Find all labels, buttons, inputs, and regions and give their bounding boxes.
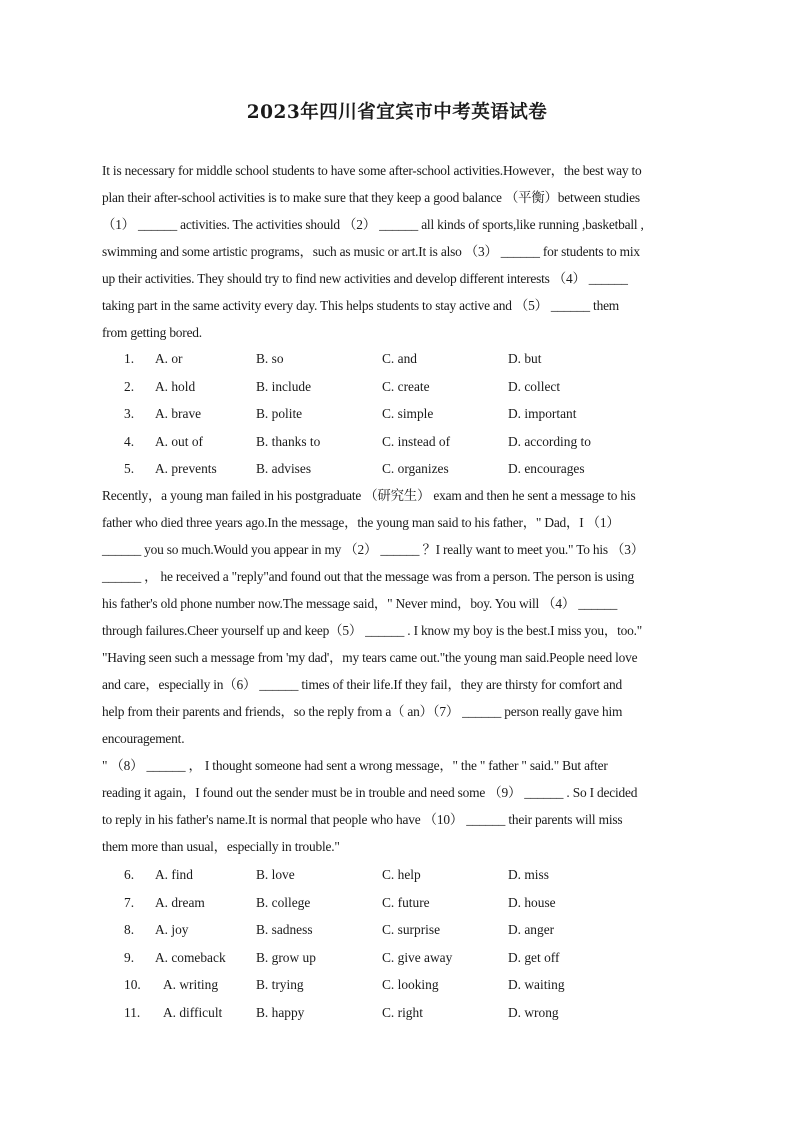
option-b: B. include	[256, 378, 312, 394]
question-number: 7.	[124, 894, 135, 910]
option-b: B. sadness	[256, 922, 313, 937]
question-number: 9.	[124, 949, 135, 965]
passage-line: "Having seen such a message from 'my dad'，my tears came out."the young man said.People need love	[102, 650, 638, 665]
passage-line: up their activities. They should try to find new activities and develop different interests （4） ______	[102, 271, 628, 286]
question-row	[0, 916, 794, 944]
passage-line: " （8） ______ ， I thought someone had sent a wrong message，" the " father " said." But after	[102, 758, 608, 773]
question-row	[0, 400, 794, 428]
option-c: C. create	[382, 378, 430, 394]
option-a: A. difficult	[163, 1004, 223, 1020]
question-number: 4.	[124, 433, 135, 449]
option-a: A. out of	[155, 433, 203, 449]
option-a: A. comeback	[155, 949, 226, 965]
option-a: A. joy	[155, 922, 189, 937]
option-d: D. anger	[508, 922, 555, 937]
passage-line: help from their parents and friends，so the reply from a（ an）（7） ______ person really gave him	[102, 704, 623, 719]
option-a: A. or	[155, 351, 183, 366]
option-c: C. instead of	[382, 433, 451, 449]
passage-2	[102, 482, 702, 860]
option-a: A. hold	[155, 378, 196, 394]
question-number: 10.	[124, 977, 141, 992]
passage-line: plan their after-school activities is to make sure that they keep a good balance （平衡）between studies	[102, 190, 640, 205]
question-row	[0, 373, 794, 401]
option-c: C. right	[382, 1004, 423, 1020]
passage-line: It is necessary for middle school students to have some after-school activities.However，the best way to	[102, 163, 642, 178]
question-row	[0, 889, 794, 917]
question-row	[0, 345, 794, 373]
question-row	[0, 861, 794, 889]
option-d: D. encourages	[508, 461, 585, 476]
page-title: 2023年四川省宜宾市中考英语试卷	[246, 102, 548, 123]
passage-line: reading it again，I found out the sender must be in trouble and need some （9） ______ . So I decided	[102, 785, 638, 800]
option-b: B. polite	[256, 406, 303, 421]
option-c: C. organizes	[382, 461, 449, 476]
option-d: D. according to	[508, 433, 591, 449]
option-a: A. dream	[155, 894, 205, 910]
option-b: B. advises	[256, 461, 312, 476]
option-b: B. college	[256, 894, 311, 910]
passage-line: Recently，a young man failed in his postgraduate （研究生） exam and then he sent a message to his	[102, 488, 636, 503]
option-b: B. so	[256, 351, 284, 366]
passage-line: （1） ______ activities. The activities should （2） ______ all kinds of sports,like running ,basketball ,	[102, 217, 644, 232]
passage-line: them more than usual，especially in trouble."	[102, 839, 340, 854]
passage-line: ______ ， he received a "reply"and found out that the message was from a person. The person is using	[102, 569, 634, 584]
option-d: D. important	[508, 406, 577, 421]
option-d: D. waiting	[508, 977, 565, 992]
option-d: D. house	[508, 894, 556, 910]
question-row	[0, 999, 794, 1027]
option-b: B. thanks to	[256, 433, 321, 449]
option-c: C. and	[382, 351, 417, 366]
question-list-2	[0, 861, 794, 1026]
passage-line: from getting bored.	[102, 325, 202, 340]
question-number: 3.	[124, 406, 135, 421]
option-a: A. writing	[163, 977, 219, 992]
option-c: C. surprise	[382, 922, 441, 937]
passage-line: father who died three years ago.In the message，the young man said to his father，" Dad，I （1）	[102, 515, 620, 530]
passage-line: his father's old phone number now.The message said，" Never mind，boy. You will （4） ______	[102, 596, 618, 611]
question-row	[0, 428, 794, 456]
question-number: 2.	[124, 378, 135, 394]
passage-line: through failures.Cheer yourself up and keep（5） ______ . I know my boy is the best.I miss you，too."	[102, 623, 643, 638]
option-c: C. simple	[382, 406, 434, 421]
option-d: D. get off	[508, 949, 560, 965]
option-c: C. give away	[382, 949, 453, 965]
option-c: C. help	[382, 867, 421, 882]
option-d: D. collect	[508, 378, 561, 394]
passage-line: taking part in the same activity every day. This helps students to stay active and （5） ______ them	[102, 298, 620, 313]
option-d: D. but	[508, 351, 542, 366]
option-a: A. find	[155, 867, 193, 882]
question-number: 1.	[124, 351, 135, 366]
question-row	[0, 971, 794, 999]
option-b: B. grow up	[256, 949, 316, 965]
passage-line: and care，especially in（6） ______ times of their life.If they fail，they are thirsty for comfort and	[102, 677, 622, 692]
option-d: D. wrong	[508, 1004, 559, 1020]
question-number: 5.	[124, 461, 135, 476]
option-c: C. future	[382, 894, 430, 910]
passage-line: to reply in his father's name.It is normal that people who have （10） ______ their parents will miss	[102, 812, 623, 827]
option-b: B. love	[256, 867, 295, 882]
question-row	[0, 944, 794, 972]
option-a: A. brave	[155, 406, 202, 421]
question-list-1	[0, 345, 794, 483]
passage-line: encouragement.	[102, 731, 185, 746]
option-d: D. miss	[508, 867, 549, 882]
option-b: B. trying	[256, 977, 304, 992]
passage-1	[102, 157, 702, 346]
passage-line: ______ you so much.Would you appear in my （2） ______ ？I really want to meet you." To his （3）	[102, 542, 644, 557]
option-b: B. happy	[256, 1004, 305, 1020]
question-number: 6.	[124, 867, 135, 882]
option-a: A. prevents	[155, 461, 217, 476]
question-number: 8.	[124, 922, 135, 937]
question-row	[0, 455, 794, 483]
passage-line: swimming and some artistic programs，such as music or art.It is also （3） ______ for students to mix	[102, 244, 640, 259]
option-c: C. looking	[382, 977, 439, 992]
question-number: 11.	[124, 1004, 141, 1020]
